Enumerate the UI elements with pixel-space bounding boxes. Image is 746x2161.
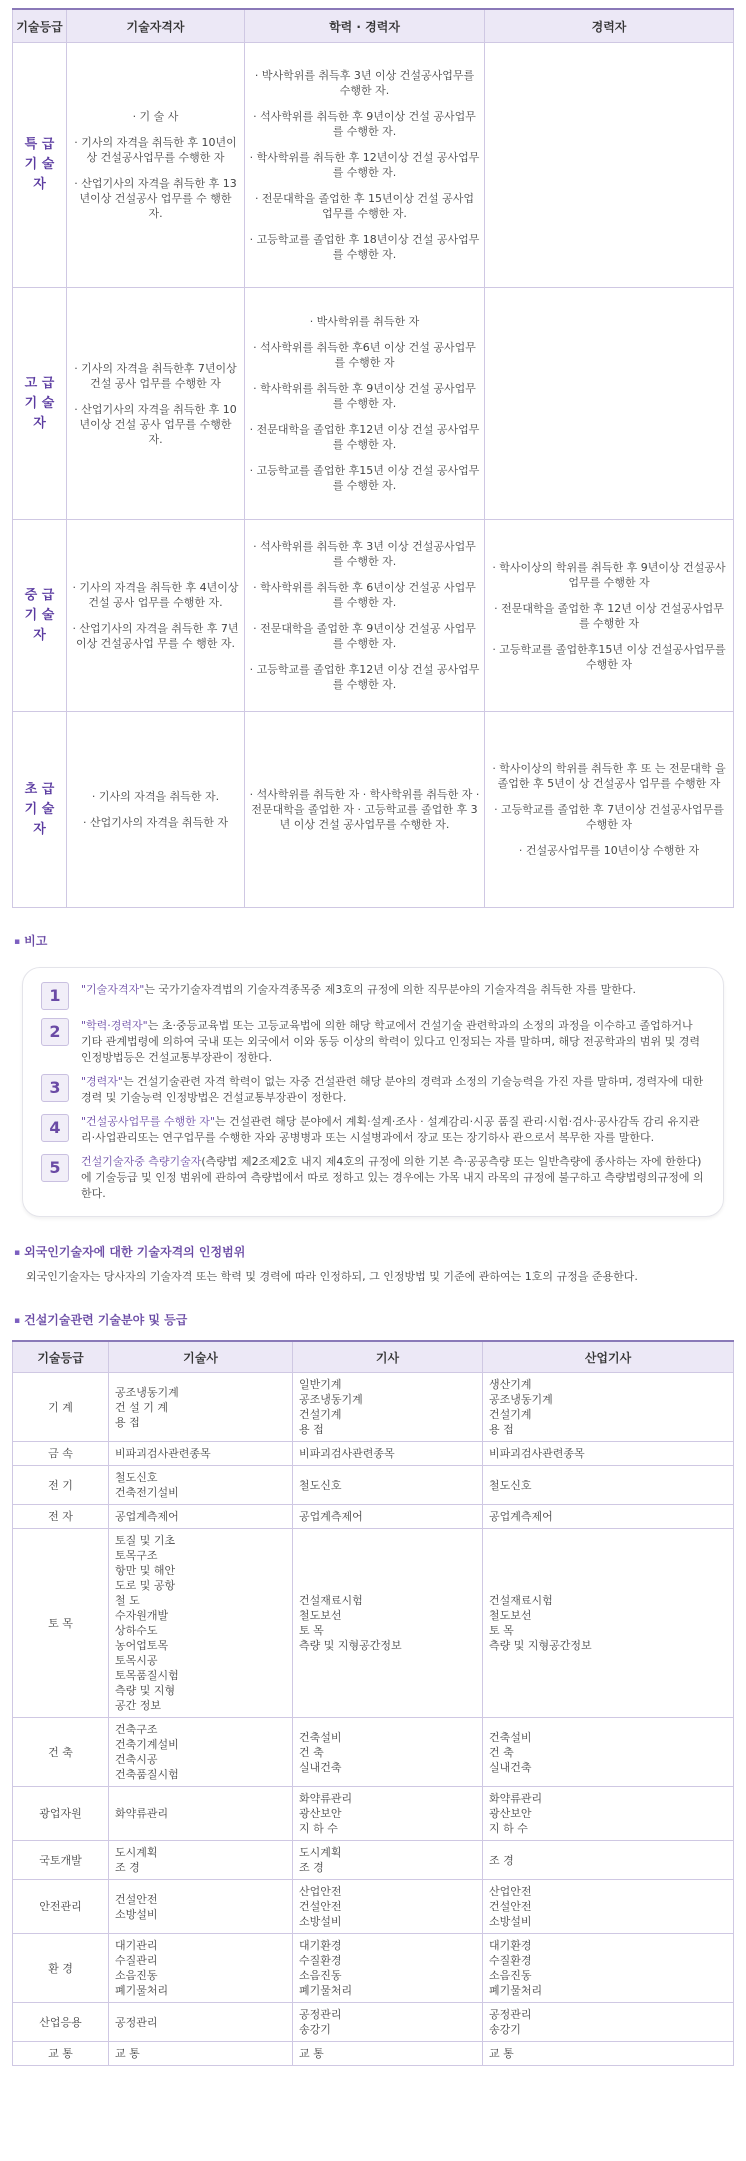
qual-item: · 산업기사의 자격을 취득한 자	[83, 816, 228, 829]
note-text	[81, 1074, 705, 1106]
note-item	[41, 1074, 705, 1106]
field-value-cell	[293, 1373, 483, 1442]
field-value: 건설안전	[299, 1900, 342, 1913]
header-cell: 기술등급	[13, 1341, 109, 1373]
field-value: 건축구조	[115, 1723, 158, 1736]
field-value: 비파괴검사관련종목	[115, 1447, 211, 1460]
field-value-cell	[109, 1442, 293, 1466]
edu-item: · 고등학교를 졸업한 후 18년이상 건설 공사업무를 수행한 자.	[249, 233, 480, 261]
header-cell: 기술사	[109, 1341, 293, 1373]
field-value: 철도보선	[489, 1609, 532, 1622]
header-cell: 기사	[293, 1341, 483, 1373]
field-value: 도시계획	[299, 1846, 342, 1859]
field-value-cell	[109, 1841, 293, 1880]
field-value: 소방설비	[115, 1907, 158, 1921]
field-value: 건축시공	[115, 1753, 158, 1766]
note-item	[41, 982, 705, 1010]
field-value-cell	[483, 1787, 734, 1841]
edu-item: · 전문대학을 졸업한 후 15년이상 건설 공사업 업무를 수행한 자.	[254, 192, 475, 220]
field-value: 측량 및 지형공간정보	[299, 1639, 402, 1652]
header-cell: 학력 · 경력자	[245, 9, 485, 43]
field-value: 건축기계설비	[115, 1738, 179, 1751]
note-term: "학력·경력자"	[81, 1019, 148, 1032]
field-grade-cell: 토 목	[13, 1529, 109, 1718]
field-value: 철 도	[115, 1594, 140, 1607]
edu-cell	[245, 712, 485, 908]
field-value: 대기환경	[299, 1939, 342, 1952]
field-value: 건설안전	[115, 1892, 158, 1906]
field-value: 공조냉동기계	[299, 1393, 363, 1406]
header-cell: 산업기사	[483, 1341, 734, 1373]
field-row	[13, 1880, 734, 1934]
field-value: 건설재료시험	[299, 1594, 363, 1607]
career-item: · 건설공사업무를 10년이상 수행한 자	[518, 844, 700, 857]
field-value: 건 설 기 계	[115, 1400, 168, 1414]
field-value: 조 경	[299, 1861, 324, 1874]
field-value-cell	[109, 2003, 293, 2042]
note-text	[81, 1018, 705, 1066]
field-value: 토 목	[299, 1624, 324, 1637]
grade-label: 기 술 자	[24, 607, 55, 643]
field-value: 소방설비	[489, 1915, 532, 1928]
field-value-cell	[293, 1880, 483, 1934]
field-value: 건설재료시험	[489, 1594, 553, 1607]
field-value: 대기관리	[115, 1939, 158, 1952]
notes-box	[22, 967, 724, 1217]
grade-label: 기 술 자	[24, 395, 55, 431]
qual-item: · 산업기사의 자격을 취득한 후 13년이상 건설공사 업무를 수 행한 자.	[74, 177, 237, 220]
qual-cell	[67, 43, 245, 288]
career-cell	[485, 43, 734, 288]
field-value-cell	[483, 1529, 734, 1718]
career-item: · 학사이상의 학위를 취득한 후 9년이상 건설공사업무를 수행한 자	[492, 560, 726, 589]
field-value: 폐기물처리	[115, 1984, 169, 1997]
field-value-cell	[293, 2003, 483, 2042]
field-value-cell	[293, 1841, 483, 1880]
field-value: 철도보선	[299, 1609, 342, 1622]
grade-row	[13, 288, 734, 520]
note-term: "건설공사업무를 수행한 자"	[81, 1115, 215, 1128]
field-value: 건 축	[489, 1745, 514, 1759]
edu-item: · 석사학위를 취득한 후 9년이상 건설 공사업무를 수행한 자.	[253, 110, 476, 138]
grade-row	[13, 712, 734, 908]
field-value: 토목품질시험	[115, 1669, 179, 1682]
field-grade-cell: 기 계	[13, 1373, 109, 1442]
field-row	[13, 1787, 734, 1841]
career-cell	[485, 520, 734, 712]
field-value: 건축설비	[299, 1730, 342, 1744]
field-value: 토 목	[489, 1624, 514, 1637]
field-value: 건설기계	[299, 1408, 342, 1421]
qual-item: · 산업기사의 자격을 취득한 후 10년이상 건설 공사 업무를 수행한 자.	[74, 402, 237, 446]
field-value: 공업계측제어	[489, 1510, 553, 1523]
grade-cell	[13, 712, 67, 908]
field-value: 건축전기설비	[115, 1486, 179, 1499]
qual-item: · 기사의 자격을 취득한후 7년이상 건설 공사 업무를 수행한 자	[74, 361, 237, 390]
field-value: 수질환경	[489, 1954, 532, 1967]
field-grade-cell: 전 자	[13, 1505, 109, 1529]
field-grade-cell: 금 속	[13, 1442, 109, 1466]
note-number: 3	[41, 1074, 69, 1102]
edu-item: · 학사학위를 취득한 후 9년이상 건설 공사업무를 수행한 자.	[253, 382, 476, 410]
field-row	[13, 1934, 734, 2003]
field-value: 조 경	[115, 1861, 140, 1874]
field-value-cell	[483, 1718, 734, 1787]
field-value: 측량 및 지형공간정보	[489, 1639, 592, 1652]
field-value: 토목시공	[115, 1654, 158, 1667]
edu-item: · 석사학위를 취득한 자 · 학사학위를 취득한 자 · 전문대학을 졸업한 자 · 고등학교를 졸업한 후 3년 이상 건설 공사업무를 수행한 자.	[249, 788, 480, 831]
field-value: 항만 및 해안	[115, 1564, 176, 1577]
field-value: 철도신호	[115, 1471, 158, 1484]
note-number: 4	[41, 1114, 69, 1142]
qual-item: · 기사의 자격을 취득한 자.	[91, 790, 220, 803]
notes-title: ▪ 비고	[12, 932, 734, 949]
field-table	[12, 1340, 734, 2066]
field-row	[13, 1466, 734, 1505]
header-cell: 기술등급	[13, 9, 67, 43]
field-grade-cell: 건 축	[13, 1718, 109, 1787]
field-value-cell	[293, 1934, 483, 2003]
field-value: 건축품질시험	[115, 1768, 179, 1781]
field-value: 수질환경	[299, 1954, 342, 1967]
field-value: 화약류관리	[489, 1792, 543, 1805]
field-value-cell	[293, 1787, 483, 1841]
field-value: 산업안전	[299, 1885, 342, 1898]
field-value: 수자원개발	[115, 1609, 169, 1622]
field-value: 교 통	[299, 2047, 324, 2060]
qual-item: · 기 술 사	[132, 110, 179, 123]
career-item: · 고등학교를 졸업한 후 7년이상 건설공사업무를 수행한 자	[494, 803, 724, 831]
field-value-cell	[109, 1718, 293, 1787]
field-value: 생산기계	[489, 1378, 532, 1391]
field-grade-cell: 환 경	[13, 1934, 109, 2003]
foreign-title: ▪ 외국인기술자에 대한 기술자격의 인정범위	[12, 1243, 734, 1260]
field-value-cell	[109, 1373, 293, 1442]
edu-item: · 석사학위를 취득한 후6년 이상 건설 공사업무를 수행한 자	[253, 341, 476, 369]
field-value-cell	[483, 1880, 734, 1934]
grade-label: 고 급	[24, 375, 55, 391]
grade-row	[13, 43, 734, 288]
field-grade-cell: 교 통	[13, 2042, 109, 2066]
field-value: 송강기	[299, 2023, 331, 2036]
field-value: 지 하 수	[299, 1822, 338, 1835]
note-body: (측량법 제2조제2호 내지 제4호의 규정에 의한 기본 측·공공측량 또는 일반측량에 종사하는 자에 한한다)에 기술등급 및 인정 범위에 관하여 측량법에서 따로 정하고 있는 경우에는 가목 내지 라목의 규정에 불구하고 측량법령의규정에 의한다.	[81, 1155, 704, 1200]
note-number: 2	[41, 1018, 69, 1046]
field-table-header	[13, 1341, 734, 1373]
field-value: 용 접	[299, 1423, 324, 1436]
qual-cell	[67, 520, 245, 712]
edu-item: · 고등학교를 졸업한 후15년 이상 건설 공사업무를 수행한 자.	[249, 464, 480, 492]
field-value-cell	[483, 1442, 734, 1466]
field-row	[13, 1529, 734, 1718]
field-value: 송강기	[489, 2023, 521, 2036]
edu-item: · 학사학위를 취득한 후 6년이상 건설공 사업무를 수행한 자.	[253, 581, 476, 609]
field-value: 실내건축	[299, 1760, 342, 1774]
field-value: 도시계획	[115, 1846, 158, 1859]
grade-table	[12, 8, 734, 908]
field-value-cell	[109, 2042, 293, 2066]
field-grade-cell: 광업자원	[13, 1787, 109, 1841]
field-value-cell	[293, 1505, 483, 1529]
note-body: 는 국가기술자격법의 기술자격종목중 제3호의 규정에 의한 직무분야의 기술자격을 취득한 자를 말한다.	[144, 983, 636, 996]
edu-item: · 전문대학을 졸업한 후12년 이상 건설 공사업무를 수행한 자.	[249, 423, 480, 451]
career-cell	[485, 712, 734, 908]
grade-cell	[13, 520, 67, 712]
field-value-cell	[483, 1466, 734, 1505]
grade-label: 기 술 자	[24, 157, 55, 192]
qual-item: · 산업기사의 자격을 취득한 후 7년이상 건설공사업 무를 수 행한 자.	[72, 622, 239, 650]
field-value: 건 축	[299, 1745, 324, 1759]
field-row	[13, 1442, 734, 1466]
field-row	[13, 2003, 734, 2042]
field-value: 조 경	[489, 1853, 514, 1867]
field-value-cell	[109, 1466, 293, 1505]
field-value: 지 하 수	[489, 1822, 528, 1835]
note-body: 는 건설관련 해당 분야에서 계획·설계·조사 · 설계감리·시공 품질 관리·시험·검사·공사감독 감리 유지관리·사업관리또는 연구업무를 수행한 자와 공병병과 또는 시설병과에서 장교 또는 장기하사 관으로서 복무한 자를 말한다.	[81, 1115, 700, 1144]
field-value: 광산보안	[489, 1807, 532, 1820]
field-value: 소음진동	[489, 1969, 532, 1982]
field-value: 공조냉동기계	[115, 1385, 179, 1399]
field-value: 도로 및 공항	[115, 1579, 176, 1592]
field-value: 공업계측제어	[299, 1510, 363, 1523]
qual-cell	[67, 288, 245, 520]
career-item: · 전문대학을 졸업한 후 12년 이상 건설공사업무를 수행한 자	[494, 601, 724, 630]
header-cell: 경력자	[485, 9, 734, 43]
field-grade-cell: 산업응용	[13, 2003, 109, 2042]
field-value: 공조냉동기계	[489, 1393, 553, 1406]
field-value-cell	[483, 1934, 734, 2003]
field-value: 교 통	[115, 2047, 140, 2060]
field-value: 건설기계	[489, 1408, 532, 1421]
note-number: 1	[41, 982, 69, 1010]
field-value: 공정관리	[489, 2008, 532, 2021]
field-value-cell	[483, 1373, 734, 1442]
note-body: 는 건설기술관련 자격 학력이 없는 자중 건설관련 해당 분야의 경력과 소정의 기술능력을 가진 자를 말하며, 경력자에 대한 경력 및 기술능력 인정방법은 건설교통부장관이 정한다.	[81, 1075, 704, 1104]
field-value: 공정관리	[115, 2015, 158, 2029]
field-value: 소방설비	[299, 1915, 342, 1928]
field-value: 일반기계	[299, 1378, 342, 1391]
field-row	[13, 1718, 734, 1787]
field-value: 공업계측제어	[115, 1510, 179, 1523]
field-value: 철도신호	[489, 1478, 532, 1492]
career-item: · 학사이상의 학위를 취득한 후 또 는 전문대학 을 졸업한 후 5년이 상 건설공사 업무를 수행한 자	[492, 762, 726, 790]
field-row	[13, 2042, 734, 2066]
field-value: 교 통	[489, 2047, 514, 2060]
field-value-cell	[109, 1505, 293, 1529]
edu-item: · 박사학위를 취득한 자	[309, 315, 420, 328]
grade-row	[13, 520, 734, 712]
edu-item: · 전문대학을 졸업한 후 9년이상 건설공 사업무를 수행한 자.	[253, 622, 476, 650]
note-body: 는 초·중등교육법 또는 고등교육법에 의한 해당 학교에서 건설기술 관련학과의 소정의 과정을 이수하고 졸업하거나 기타 관계법령에 의하여 국내 또는 외국에서 이와 동등 이상의 학력이 있다고 인정되는 자를 말하며, 해당 전공학과의 범위 및 경력인정방법등은 건설교통부장관이 정한다.	[81, 1019, 700, 1064]
field-row	[13, 1505, 734, 1529]
career-cell	[485, 288, 734, 520]
field-value: 비파괴검사관련종목	[299, 1447, 395, 1460]
field-value: 측량 및 지형	[115, 1684, 176, 1697]
page	[0, 8, 746, 2066]
field-grade-cell: 안전관리	[13, 1880, 109, 1934]
field-row	[13, 1373, 734, 1442]
note-term: "경력자"	[81, 1075, 123, 1088]
edu-item: · 고등학교를 졸업한 후12년 이상 건설 공사업무를 수행한 자.	[249, 663, 480, 691]
field-value-cell	[109, 1880, 293, 1934]
field-value: 건설안전	[489, 1900, 532, 1913]
field-value-cell	[483, 2003, 734, 2042]
qual-item: · 기사의 자격을 취득한 후 4년이상 건설 공사 업무를 수행한 자.	[72, 581, 239, 609]
grade-cell	[13, 288, 67, 520]
edu-cell	[245, 288, 485, 520]
field-value-cell	[483, 2042, 734, 2066]
edu-cell	[245, 520, 485, 712]
field-value-cell	[293, 1466, 483, 1505]
field-value: 농어업토목	[115, 1639, 169, 1652]
edu-item: · 석사학위를 취득한 후 3년 이상 건설공사업무를 수행한 자.	[253, 540, 476, 568]
field-value: 토목구조	[115, 1549, 158, 1562]
field-value: 공간 정보	[115, 1699, 162, 1712]
grade-table-header	[13, 9, 734, 43]
field-value-cell	[109, 1529, 293, 1718]
field-value: 비파괴검사관련종목	[489, 1447, 585, 1460]
header-cell: 기술자격자	[67, 9, 245, 43]
field-value: 산업안전	[489, 1885, 532, 1898]
field-table-title: ▪ 건설기술관련 기술분야 및 등급	[12, 1311, 734, 1328]
grade-label: 기 술 자	[24, 801, 55, 837]
field-grade-cell: 전 기	[13, 1466, 109, 1505]
career-item: · 고등학교를 졸업한후15년 이상 건설공사업무를 수행한 자	[492, 642, 726, 671]
qual-item: · 기사의 자격을 취득한 후 10년이상 건설공사업무를 수행한 자	[74, 136, 237, 164]
field-value-cell	[109, 1787, 293, 1841]
field-value: 수질관리	[115, 1954, 158, 1967]
note-term: 건설기술자중 측량기술자	[81, 1155, 202, 1168]
note-number: 5	[41, 1154, 69, 1182]
note-text	[81, 1114, 705, 1146]
note-item	[41, 1114, 705, 1146]
field-value-cell	[293, 1718, 483, 1787]
field-value: 화약류관리	[299, 1792, 353, 1805]
grade-label: 특 급	[24, 137, 55, 152]
field-value-cell	[483, 1505, 734, 1529]
field-grade-cell: 국토개발	[13, 1841, 109, 1880]
field-value-cell	[293, 1442, 483, 1466]
note-term: "기술자격자"	[81, 983, 145, 996]
note-item	[41, 1154, 705, 1202]
qual-cell	[67, 712, 245, 908]
field-value: 대기환경	[489, 1939, 532, 1952]
foreign-text: 외국인기술자는 당사자의 기술자격 또는 학력 및 경력에 따라 인정하되, 그 인정방법 및 기준에 관하여는 1호의 규정을 준용한다.	[26, 1270, 638, 1283]
field-value: 건축설비	[489, 1730, 532, 1744]
note-item	[41, 1018, 705, 1066]
field-value: 용 접	[115, 1415, 140, 1429]
edu-cell	[245, 43, 485, 288]
field-value: 철도신호	[299, 1478, 342, 1492]
field-value: 용 접	[489, 1423, 514, 1436]
field-value: 화약류관리	[115, 1807, 169, 1820]
field-value: 폐기물처리	[299, 1984, 353, 1997]
field-value-cell	[109, 1934, 293, 2003]
field-value: 폐기물처리	[489, 1984, 543, 1997]
note-text	[81, 1154, 705, 1202]
grade-label: 초 급	[24, 781, 55, 797]
field-value: 실내건축	[489, 1760, 532, 1774]
note-text	[81, 982, 636, 998]
field-value-cell	[293, 2042, 483, 2066]
edu-item: · 학사학위를 취득한 후 12년이상 건설 공사업무를 수행한 자.	[249, 151, 480, 179]
edu-item: · 박사학위를 취득후 3년 이상 건설공사업무를 수행한 자.	[254, 69, 475, 97]
field-value: 소음진동	[115, 1969, 158, 1982]
field-row	[13, 1841, 734, 1880]
field-value: 소음진동	[299, 1969, 342, 1982]
grade-cell	[13, 43, 67, 288]
field-value: 토질 및 기초	[115, 1534, 176, 1547]
field-value: 상하수도	[115, 1624, 158, 1637]
field-value: 공정관리	[299, 2008, 342, 2021]
field-value: 광산보안	[299, 1807, 342, 1820]
grade-label: 중 급	[24, 587, 55, 603]
field-value-cell	[293, 1529, 483, 1718]
field-value-cell	[483, 1841, 734, 1880]
